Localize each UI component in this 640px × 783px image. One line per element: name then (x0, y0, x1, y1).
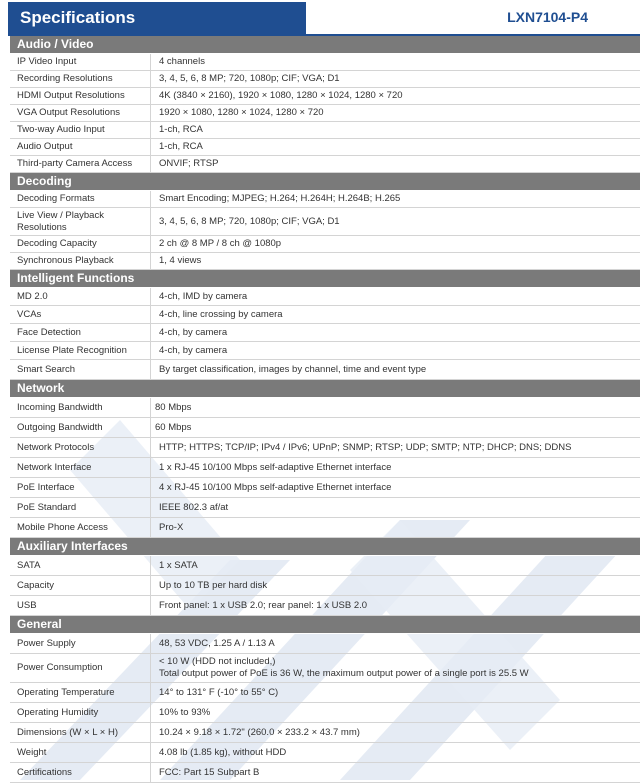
table-row (10, 191, 640, 208)
table-row (10, 576, 640, 596)
section-intelligent-functions: Intelligent Functions (10, 270, 640, 288)
row-value: 10.24 × 9.18 × 1.72" (260.0 × 233.2 × 43.7 mm) (159, 726, 360, 738)
row-label: Operating Temperature (10, 683, 151, 702)
page-title: Specifications (20, 8, 136, 27)
header-divider (8, 34, 640, 36)
row-value: FCC: Part 15 Subpart B (159, 766, 260, 778)
row-value: By target classification, images by channel, time and event type (159, 363, 427, 375)
row-label: Third-party Camera Access (10, 156, 151, 172)
row-label: Decoding Capacity (10, 236, 151, 252)
row-label: Power Consumption (10, 654, 151, 682)
row-value: 1 x RJ-45 10/100 Mbps self-adaptive Ethernet interface (159, 461, 392, 473)
title-box (8, 2, 306, 35)
table-row (10, 438, 640, 458)
row-label: Two-way Audio Input (10, 122, 151, 138)
row-value: 4K (3840 × 2160), 1920 × 1080, 1280 × 1024, 1280 × 720 (159, 90, 403, 101)
table-row (10, 156, 640, 173)
row-label: Live View / Playback Resolutions (10, 208, 151, 235)
row-value: 60 Mbps (155, 421, 192, 433)
row-value: 1 x SATA (159, 559, 198, 571)
row-value: 4-ch, line crossing by camera (159, 308, 283, 320)
row-value: 4-ch, by camera (159, 326, 228, 338)
row-label: PoE Standard (10, 498, 151, 517)
section-decoding: Decoding (10, 173, 640, 191)
row-value: 3, 4, 5, 6, 8 MP; 720, 1080p; CIF; VGA; D1 (159, 215, 340, 227)
row-label: Face Detection (10, 324, 151, 341)
row-label: Dimensions (W × L × H) (10, 723, 151, 742)
row-value (151, 654, 640, 682)
row-label: Power Supply (10, 634, 151, 653)
row-value: 1-ch, RCA (159, 141, 203, 152)
row-label: VCAs (10, 306, 151, 323)
row-value: 4-ch, by camera (159, 344, 228, 356)
section-auxiliary-interfaces: Auxiliary Interfaces (10, 538, 640, 556)
row-label: Smart Search (10, 360, 151, 379)
table-row (10, 654, 640, 683)
row-value: 1920 × 1080, 1280 × 1024, 1280 × 720 (159, 107, 324, 118)
row-label: USB (10, 596, 151, 615)
row-value: 10% to 93% (159, 706, 211, 718)
table-row (10, 518, 640, 538)
table-row (10, 398, 640, 418)
table-row (10, 556, 640, 576)
row-value: IEEE 802.3 af/at (159, 501, 229, 513)
table-row (10, 105, 640, 122)
row-label: SATA (10, 556, 151, 575)
row-label: Certifications (10, 763, 151, 782)
row-label: Synchronous Playback (10, 253, 151, 269)
table-row (10, 342, 640, 360)
spec-header (0, 0, 640, 35)
row-label: Recording Resolutions (10, 71, 151, 87)
table-row (10, 236, 640, 253)
section-general: General (10, 616, 640, 634)
table-row (10, 743, 640, 763)
section-audio-video: Audio / Video (10, 36, 640, 54)
row-value: 4.08 lb (1.85 kg), without HDD (159, 746, 287, 758)
row-value: 1, 4 views (159, 255, 202, 266)
row-value: 48, 53 VDC, 1.25 A / 1.13 A (159, 637, 275, 649)
table-row (10, 306, 640, 324)
row-value: 4 channels (159, 56, 205, 67)
row-label: License Plate Recognition (10, 342, 151, 359)
table-row (10, 360, 640, 380)
table-row (10, 88, 640, 105)
row-label: Capacity (10, 576, 151, 595)
table-row (10, 71, 640, 88)
section-network: Network (10, 380, 640, 398)
row-label: Incoming Bandwidth (10, 398, 151, 417)
row-label: Weight (10, 743, 151, 762)
row-value: Smart Encoding; MJPEG; H.264; H.264H; H.264B; H.265 (159, 193, 401, 204)
row-label: IP Video Input (10, 54, 151, 70)
row-label: MD 2.0 (10, 288, 151, 305)
row-label: Audio Output (10, 139, 151, 155)
row-value: Pro-X (159, 521, 184, 533)
table-row (10, 458, 640, 478)
table-row (10, 324, 640, 342)
spec-table (10, 36, 640, 783)
table-row (10, 139, 640, 156)
row-value: 4-ch, IMD by camera (159, 290, 248, 302)
row-value: HTTP; HTTPS; TCP/IP; IPv4 / IPv6; UPnP; SNMP; RTSP; UDP; SMTP; NTP; DHCP; DNS; DDNS (159, 441, 572, 453)
row-label: VGA Output Resolutions (10, 105, 151, 121)
row-value: 80 Mbps (155, 401, 192, 413)
row-value: Front panel: 1 x USB 2.0; rear panel: 1 x USB 2.0 (159, 599, 368, 611)
row-value-line: < 10 W (HDD not included,) (159, 656, 276, 667)
model-number: LXN7104-P4 (507, 9, 588, 25)
row-value-line: Total output power of PoE is 36 W, the maximum output power of a single port is 25.5 W (159, 668, 529, 679)
table-row (10, 122, 640, 139)
row-label: PoE Interface (10, 478, 151, 497)
table-row (10, 253, 640, 270)
table-row (10, 763, 640, 783)
row-value: 14° to 131° F (-10° to 55° C) (159, 686, 279, 698)
row-label: Decoding Formats (10, 191, 151, 207)
table-row (10, 703, 640, 723)
row-value: 3, 4, 5, 6, 8 MP; 720, 1080p; CIF; VGA; D1 (159, 73, 340, 84)
row-value: 2 ch @ 8 MP / 8 ch @ 1080p (159, 238, 282, 249)
table-row (10, 634, 640, 654)
table-row (10, 596, 640, 616)
row-label: Mobile Phone Access (10, 518, 151, 537)
table-row (10, 54, 640, 71)
row-label: Operating Humidity (10, 703, 151, 722)
row-label: Outgoing Bandwidth (10, 418, 151, 437)
table-row (10, 478, 640, 498)
table-row (10, 418, 640, 438)
row-label: Network Protocols (10, 438, 151, 457)
row-label: Network Interface (10, 458, 151, 477)
row-value: Up to 10 TB per hard disk (159, 579, 268, 591)
table-row (10, 498, 640, 518)
table-row (10, 683, 640, 703)
table-row (10, 723, 640, 743)
row-value: 4 x RJ-45 10/100 Mbps self-adaptive Ethernet interface (159, 481, 392, 493)
row-value: ONVIF; RTSP (159, 158, 219, 169)
row-value: 1-ch, RCA (159, 124, 203, 135)
table-row (10, 208, 640, 236)
table-row (10, 288, 640, 306)
row-label: HDMI Output Resolutions (10, 88, 151, 104)
